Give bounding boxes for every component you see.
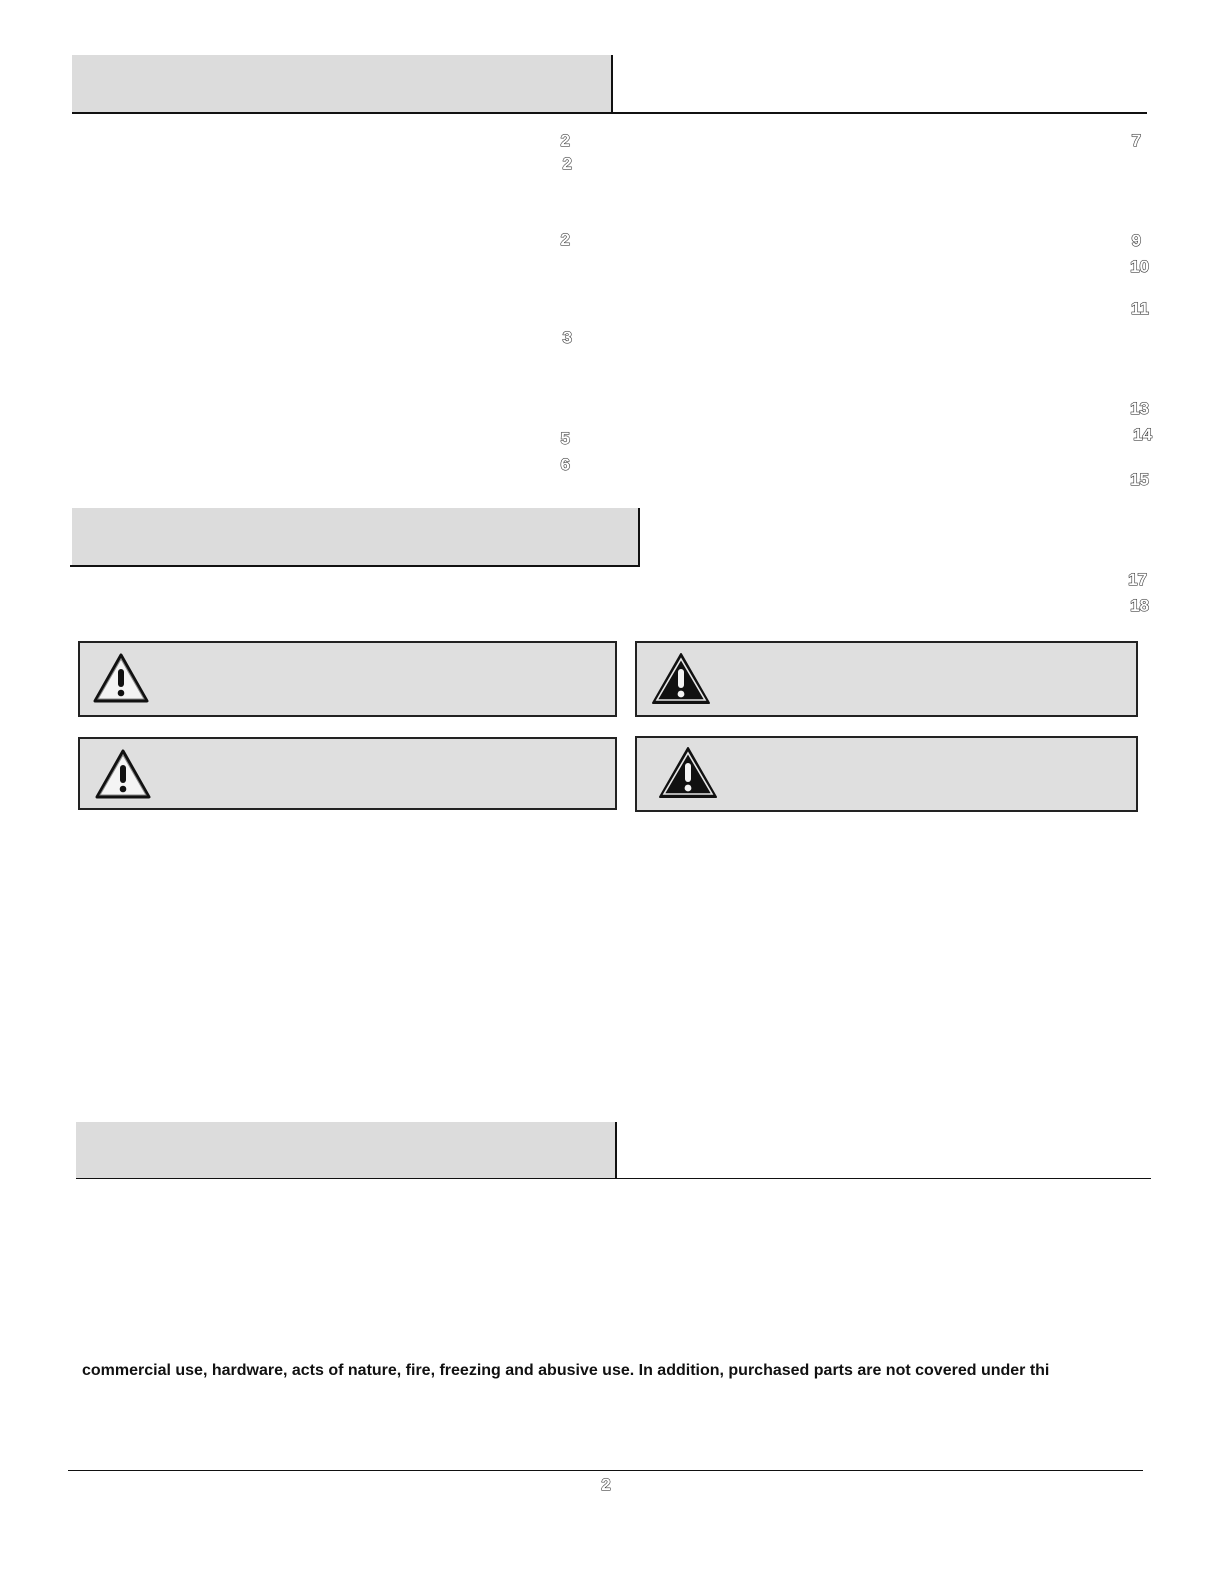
section-header-divider	[611, 55, 613, 113]
section-header-box-safety	[72, 508, 638, 566]
toc-page-number: 2	[560, 230, 570, 249]
toc-page-number: 18	[1130, 596, 1149, 615]
section-header-box-warranty	[76, 1122, 615, 1179]
footer-rule	[68, 1470, 1143, 1471]
section-header-rule	[70, 565, 640, 567]
section-header-rule	[76, 1178, 1151, 1179]
toc-page-number: 10	[1130, 257, 1149, 276]
warning-filled-icon	[658, 746, 718, 800]
section-header-divider	[638, 508, 640, 566]
toc-page-number: 2	[562, 154, 572, 173]
toc-page-number: 6	[560, 455, 570, 474]
toc-page-number: 13	[1130, 399, 1149, 418]
footer-page-number: 2	[601, 1475, 611, 1494]
toc-page-number: 14	[1133, 425, 1152, 444]
toc-page-number: 7	[1131, 131, 1141, 150]
toc-page-number: 15	[1130, 470, 1149, 489]
warning-box	[78, 641, 617, 717]
warning-filled-icon	[651, 652, 711, 706]
warning-box	[635, 736, 1138, 812]
section-header-rule	[72, 112, 1147, 114]
toc-page-number: 5	[560, 429, 570, 448]
warning-box	[78, 737, 617, 810]
warranty-text-line: commercial use, hardware, acts of nature, fire, freezing and abusive use. In addition, purchased parts are not covered under thi	[82, 1362, 1050, 1379]
toc-page-number: 11	[1131, 299, 1149, 318]
toc-page-number: 3	[562, 328, 572, 347]
section-header-divider	[615, 1122, 617, 1179]
toc-page-number: 17	[1128, 570, 1147, 589]
warning-box	[635, 641, 1138, 717]
warning-outline-icon	[94, 748, 152, 800]
toc-page-number: 9	[1131, 231, 1141, 250]
section-header-box-contents	[72, 55, 612, 113]
toc-page-number: 2	[560, 131, 570, 150]
warning-outline-icon	[92, 652, 150, 704]
